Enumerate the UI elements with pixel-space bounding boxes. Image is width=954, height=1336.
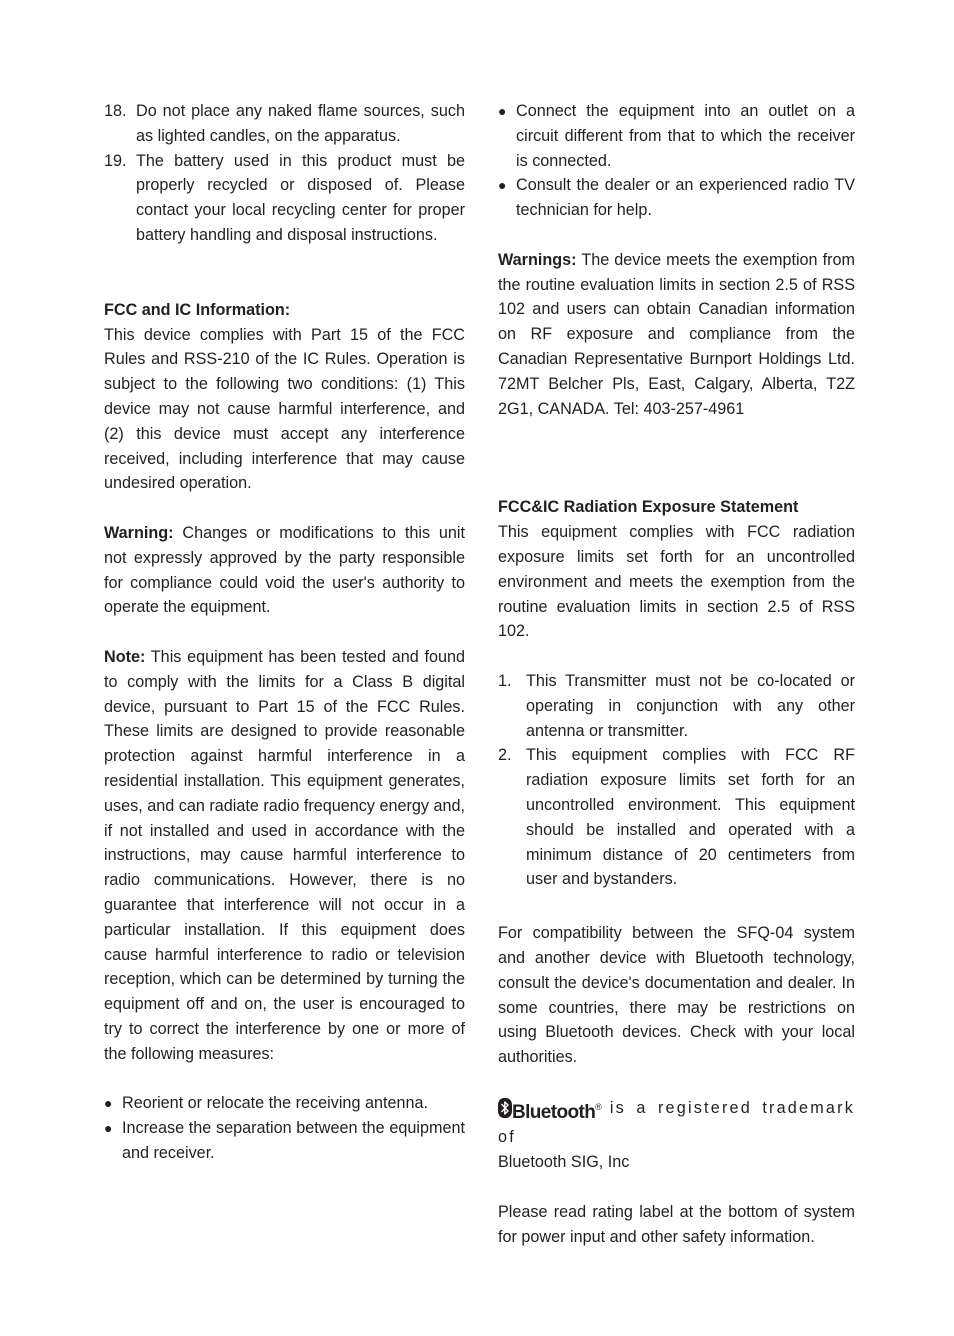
list-item — [498, 99, 855, 173]
list-item — [498, 743, 855, 892]
item-text: This Transmitter must not be co-located or operating in conjunction with any other antenna or transmitter. — [526, 671, 855, 740]
radiation-body: This equipment complies with FCC radiation exposure limits set forth for an uncontrolled environment and meets the exemption from the routine evaluation limits in section 2.5 of RSS 102. — [498, 523, 855, 641]
warnings-paragraph — [498, 248, 855, 422]
fcc-ic-body: This device complies with Part 15 of the FCC Rules and RSS-210 of the IC Rules. Operation is subject to the following two conditions: (1) This device may not cause harmful interference, and (2) this device must accept any interference received, including interference that may cause undesired operation. — [104, 325, 465, 493]
note-text: This equipment has been tested and found to comply with the limits for a Class B digital device, pursuant to Part 15 of the FCC Rules. These limits are designed to provide reasonable protection against harmful interference in a residential installation. This equipment generates, uses, and can radiate radio frequency energy and, if not installed and used in accordance with the instructions, may cause harmful interference to radio communications. However, there is no guarantee that interference will not occur in a particular installation. If this equipment does cause harmful interference to radio or television reception, which can be determined by turning the equipment off and on, the user is encouraged to try to correct the interference by one or more of the following measures: — [104, 647, 465, 1063]
bullet-icon: ● — [498, 103, 507, 119]
measures-list-right — [498, 99, 855, 223]
item-text: The battery used in this product must be properly recycled or disposed of. Please contact your local recycling center for proper battery handling and disposal instructions. — [136, 151, 465, 244]
compatibility-paragraph: For compatibility between the SFQ-04 system and another device with Bluetooth technology, consult the device's documentation and dealer. In some countries, there may be restrictions on using Bluetooth devices. Check with your local authorities. — [498, 924, 855, 1067]
radiation-heading: FCC&IC Radiation Exposure Statement — [498, 498, 799, 517]
list-item — [104, 99, 465, 149]
item-text: Increase the separation between the equipment and receiver. — [122, 1119, 465, 1162]
trademark-owner: Bluetooth SIG, Inc — [498, 1153, 630, 1172]
bullet-icon: ● — [104, 1120, 113, 1137]
warning-text: Changes or modifications to this unit not expressly approved by the party responsible for compliance could void the user's authority to operate the equipment. — [104, 523, 466, 617]
radiation-list — [498, 669, 855, 892]
fcc-ic-heading: FCC and IC Information: — [104, 300, 291, 319]
bluetooth-wordmark: Bluetooth — [512, 1101, 596, 1123]
rating-label-paragraph: Please read rating label at the bottom of system for power input and other safety information. — [498, 1202, 855, 1246]
warnings-text: The device meets the exemption from the routine evaluation limits in section 2.5 of RSS 102 and users can obtain Canadian information on RF exposure and compliance from the Canadian Representative Burnport Holdings Ltd. 72MT Belcher Pls, East, Calgary, Alberta, T2Z 2G1, CANADA. Tel: 403-257-4961 — [498, 250, 855, 418]
item-number: 1. — [498, 671, 512, 690]
bluetooth-icon — [498, 1098, 512, 1118]
registered-mark: ® — [595, 1101, 602, 1112]
trademark-text: is a registered trademark of — [498, 1098, 855, 1147]
item-text: Reorient or relocate the receiving antenna. — [122, 1094, 428, 1113]
note-label: Note: — [104, 647, 146, 666]
item-text: Consult the dealer or an experienced radio TV technician for help. — [516, 176, 855, 220]
bullet-icon: ● — [498, 177, 507, 194]
warning-label: Warning: — [104, 523, 174, 542]
item-text: Do not place any naked flame sources, such as lighted candles, on the apparatus. — [136, 102, 465, 145]
item-number: 2. — [498, 746, 512, 765]
measures-list-left — [104, 1091, 465, 1165]
list-item — [104, 1116, 465, 1166]
list-item — [498, 173, 855, 223]
bullet-icon: ● — [104, 1095, 113, 1112]
safety-list — [104, 99, 465, 248]
bluetooth-logo — [498, 1095, 602, 1126]
list-item — [104, 1091, 465, 1116]
warning-paragraph — [104, 521, 465, 620]
warnings-label: Warnings: — [498, 250, 577, 269]
item-text: Connect the equipment into an outlet on a circuit different from that to which the receiver is connected. — [516, 102, 855, 170]
bluetooth-trademark — [498, 1095, 855, 1175]
list-item — [498, 669, 855, 743]
item-number: 19. — [104, 151, 127, 170]
item-text: This equipment complies with FCC RF radiation exposure limits set forth for an uncontrolled environment. This equipment should be installed and operated with a minimum distance of 20 centimeters from user and bystanders. — [526, 746, 855, 889]
list-item — [104, 149, 465, 248]
note-paragraph — [104, 645, 465, 1067]
left-column — [104, 99, 465, 1166]
right-column — [498, 99, 855, 1249]
item-number: 18. — [104, 102, 127, 120]
